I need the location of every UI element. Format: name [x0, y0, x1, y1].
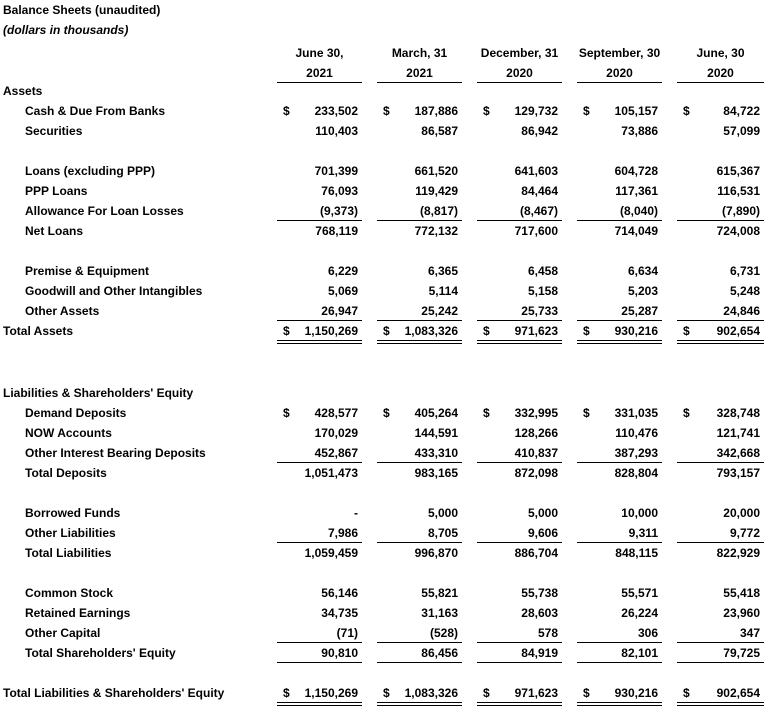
- cell-value: 10,000: [621, 506, 658, 520]
- row-label: Cash & Due From Banks: [25, 104, 166, 118]
- cell-value: 578: [537, 626, 558, 640]
- currency-symbol: $: [583, 686, 590, 700]
- row-label: Allowance For Loan Losses: [25, 204, 184, 218]
- row-label: Common Stock: [25, 586, 114, 600]
- cell-value: 5,114: [428, 284, 458, 298]
- cell-value: 6,458: [527, 264, 558, 278]
- row-label: Retained Earnings: [25, 606, 131, 620]
- cell-value: 20,000: [723, 506, 760, 520]
- cell-value: 84,722: [723, 104, 760, 118]
- column-header-year: 2020: [606, 66, 633, 80]
- cell-value: 902,654: [716, 686, 760, 700]
- row-label: Total Shareholders' Equity: [25, 646, 176, 660]
- currency-symbol: $: [483, 104, 490, 118]
- column-header: [477, 43, 562, 83]
- cell-value: 84,919: [521, 646, 558, 660]
- table-row-total-liab: [0, 543, 764, 563]
- cell-value: 8,705: [427, 526, 458, 540]
- column-header-period: September, 30: [578, 46, 661, 60]
- cell-value: 661,520: [414, 164, 458, 178]
- cell-value: 306: [637, 626, 658, 640]
- cell-value: 76,093: [321, 184, 358, 198]
- currency-symbol: $: [383, 686, 390, 700]
- subtotal-underline: [377, 662, 462, 663]
- cell-value: 82,101: [621, 646, 658, 660]
- cell-value: 129,732: [514, 104, 558, 118]
- row-label: PPP Loans: [25, 184, 88, 198]
- cell-value: 6,731: [729, 264, 760, 278]
- cell-value: 5,000: [527, 506, 558, 520]
- cell-value: 793,157: [716, 466, 760, 480]
- currency-symbol: $: [383, 324, 390, 338]
- cell-value: 848,115: [615, 546, 658, 560]
- cell-value: 24,846: [723, 304, 760, 318]
- double-underline: [277, 340, 362, 344]
- cell-value: 822,929: [716, 546, 760, 560]
- cell-value: 25,733: [521, 304, 558, 318]
- column-header-period: June, 30: [696, 46, 745, 60]
- cell-value: 701,399: [314, 164, 358, 178]
- cell-value: 1,150,269: [304, 686, 358, 700]
- cell-value: 90,810: [321, 646, 358, 660]
- cell-value: 332,995: [514, 406, 558, 420]
- table-row-common: [0, 583, 764, 603]
- column-header-period: March, 31: [391, 46, 448, 60]
- cell-value: 28,603: [521, 606, 558, 620]
- row-label: Net Loans: [25, 224, 84, 238]
- cell-value: 1,051,473: [304, 466, 358, 480]
- cell-value: 9,311: [628, 526, 658, 540]
- cell-value: 1,150,269: [304, 324, 358, 338]
- currency-symbol: $: [683, 324, 690, 338]
- cell-value: 187,886: [414, 104, 458, 118]
- cell-value: 5,203: [627, 284, 658, 298]
- currency-symbol: $: [283, 686, 290, 700]
- cell-value: 5,248: [729, 284, 760, 298]
- column-header-period: December, 31: [480, 46, 559, 60]
- currency-symbol: $: [583, 104, 590, 118]
- double-underline: [577, 702, 662, 706]
- currency-symbol: $: [283, 104, 290, 118]
- table-row-other-cap: [0, 623, 764, 643]
- column-header: [577, 43, 662, 83]
- table-row-loans: [0, 161, 764, 181]
- column-header-year: 2020: [707, 66, 734, 80]
- cell-value: 902,654: [716, 324, 760, 338]
- table-row-other-ib: [0, 443, 764, 463]
- cell-value: 6,365: [427, 264, 458, 278]
- double-underline: [577, 340, 662, 344]
- table-row-other-assets: [0, 301, 764, 321]
- double-underline: [677, 340, 764, 344]
- currency-symbol: $: [583, 324, 590, 338]
- double-underline: [277, 702, 362, 706]
- cell-value: 57,099: [723, 124, 760, 138]
- table-row-ppp: [0, 181, 764, 201]
- cell-value: 110,476: [615, 426, 658, 440]
- cell-value: 1,083,326: [404, 324, 458, 338]
- row-label: Goodwill and Other Intangibles: [25, 284, 203, 298]
- cell-value: (7,890): [721, 204, 760, 218]
- cell-value: 116,531: [717, 184, 760, 198]
- cell-value: 714,049: [614, 224, 658, 238]
- double-underline: [477, 340, 562, 344]
- cell-value: 73,886: [621, 124, 658, 138]
- row-label: Total Liabilities: [25, 546, 112, 560]
- cell-value: 433,310: [414, 446, 458, 460]
- currency-symbol: $: [383, 406, 390, 420]
- cell-value: (8,467): [519, 204, 558, 218]
- row-label: NOW Accounts: [25, 426, 112, 440]
- cell-value: 86,587: [421, 124, 458, 138]
- cell-value: 872,098: [514, 466, 558, 480]
- subtotal-underline: [677, 662, 764, 663]
- column-header-year: 2021: [306, 66, 333, 80]
- table-row-total-assets: [0, 321, 764, 341]
- double-underline: [377, 702, 462, 706]
- cell-value: 55,821: [421, 586, 458, 600]
- column-header-period: June 30,: [295, 46, 344, 60]
- row-label: Other Interest Bearing Deposits: [25, 446, 206, 460]
- cell-value: 31,163: [421, 606, 458, 620]
- currency-symbol: $: [383, 104, 390, 118]
- column-header: [377, 43, 462, 83]
- cell-value: (71): [336, 626, 358, 640]
- cell-value: 405,264: [414, 406, 458, 420]
- cell-value: 170,029: [314, 426, 358, 440]
- cell-value: 55,571: [621, 586, 658, 600]
- currency-symbol: $: [483, 686, 490, 700]
- table-row-now: [0, 423, 764, 443]
- cell-value: 6,229: [327, 264, 358, 278]
- cell-value: 971,623: [514, 686, 558, 700]
- cell-value: 34,735: [321, 606, 358, 620]
- column-header: [277, 43, 362, 83]
- row-label: Total Liabilities & Shareholders' Equity: [3, 686, 225, 700]
- currency-symbol: $: [583, 406, 590, 420]
- table-row-securities: [0, 121, 764, 141]
- currency-symbol: $: [483, 406, 490, 420]
- statement-subtitle: (dollars in thousands): [3, 23, 129, 37]
- cell-value: 79,725: [723, 646, 760, 660]
- cell-value: 9,606: [527, 526, 558, 540]
- cell-value: 983,165: [414, 466, 458, 480]
- currency-symbol: $: [683, 686, 690, 700]
- cell-value: (9,373): [319, 204, 358, 218]
- cell-value: 9,772: [729, 526, 760, 540]
- cell-value: 615,367: [716, 164, 760, 178]
- double-underline: [677, 702, 764, 706]
- cell-value: 55,418: [723, 586, 760, 600]
- cell-value: 387,293: [614, 446, 658, 460]
- table-row-other-liab: [0, 523, 764, 543]
- cell-value: (8,040): [619, 204, 658, 218]
- cell-value: 428,577: [314, 406, 358, 420]
- cell-value: 25,242: [421, 304, 458, 318]
- cell-value: 26,224: [621, 606, 658, 620]
- cell-value: (8,817): [419, 204, 458, 218]
- cell-value: 342,668: [716, 446, 760, 460]
- cell-value: 930,216: [614, 324, 658, 338]
- cell-value: 26,947: [321, 304, 358, 318]
- table-row-total-deposits: [0, 463, 764, 483]
- table-row-total-le: [0, 683, 764, 703]
- row-label: Other Assets: [25, 304, 100, 318]
- cell-value: 84,464: [521, 184, 558, 198]
- cell-value: 604,728: [614, 164, 658, 178]
- row-label: Loans (excluding PPP): [25, 164, 156, 178]
- row-label: Premise & Equipment: [25, 264, 150, 278]
- cell-value: 768,119: [315, 224, 358, 238]
- section-header-row: [0, 81, 764, 101]
- cell-value: 996,870: [414, 546, 458, 560]
- cell-value: 86,456: [421, 646, 458, 660]
- cell-value: 331,035: [614, 406, 658, 420]
- section-header: Assets: [3, 84, 43, 98]
- cell-value: 724,008: [716, 224, 760, 238]
- cell-value: 717,600: [514, 224, 558, 238]
- table-row-total-equity: [0, 643, 764, 663]
- cell-value: 110,403: [315, 124, 358, 138]
- row-label: Other Capital: [25, 626, 101, 640]
- currency-symbol: $: [483, 324, 490, 338]
- cell-value: 930,216: [614, 686, 658, 700]
- cell-value: 25,287: [621, 304, 658, 318]
- table-row-premise: [0, 261, 764, 281]
- cell-value: 1,059,459: [304, 546, 358, 560]
- row-label: Total Deposits: [25, 466, 107, 480]
- currency-symbol: $: [283, 406, 290, 420]
- cell-value: 23,960: [723, 606, 760, 620]
- row-label: Other Liabilities: [25, 526, 116, 540]
- currency-symbol: $: [683, 406, 690, 420]
- subtotal-underline: [477, 662, 562, 663]
- cell-value: 144,591: [414, 426, 458, 440]
- cell-value: 410,837: [514, 446, 558, 460]
- table-row-goodwill: [0, 281, 764, 301]
- cell-value: 772,132: [414, 224, 458, 238]
- double-underline: [477, 702, 562, 706]
- cell-value: 1,083,326: [404, 686, 458, 700]
- row-label: Securities: [25, 124, 83, 138]
- cell-value: 55,738: [521, 586, 558, 600]
- cell-value: 7,986: [327, 526, 358, 540]
- column-header: [677, 43, 764, 83]
- cell-value: 5,158: [527, 284, 558, 298]
- section-header: Liabilities & Shareholders' Equity: [3, 386, 194, 400]
- cell-value: 886,704: [514, 546, 558, 560]
- row-label: Borrowed Funds: [25, 506, 121, 520]
- subtotal-underline: [277, 662, 362, 663]
- cell-value: 828,804: [614, 466, 658, 480]
- row-label: Demand Deposits: [25, 406, 127, 420]
- table-row-cash: [0, 101, 764, 121]
- section-header-row: [0, 383, 764, 403]
- table-row-retained: [0, 603, 764, 623]
- cell-value: 347: [739, 626, 760, 640]
- table-row-net-loans: [0, 221, 764, 241]
- row-label: Total Assets: [3, 324, 74, 338]
- double-underline: [377, 340, 462, 344]
- currency-symbol: $: [283, 324, 290, 338]
- cell-value: 233,502: [314, 104, 358, 118]
- cell-value: 641,603: [514, 164, 558, 178]
- table-row-allowance: [0, 201, 764, 221]
- statement-title: Balance Sheets (unaudited): [3, 3, 161, 17]
- cell-value: 5,069: [327, 284, 358, 298]
- cell-value: (528): [429, 626, 458, 640]
- cell-value: 56,146: [321, 586, 358, 600]
- column-header-year: 2020: [506, 66, 533, 80]
- cell-value: 971,623: [514, 324, 558, 338]
- cell-value: 117,361: [615, 184, 658, 198]
- cell-value: 128,266: [514, 426, 558, 440]
- cell-value: 5,000: [427, 506, 458, 520]
- table-row-demand: [0, 403, 764, 423]
- table-row-borrowed: [0, 503, 764, 523]
- subtotal-underline: [577, 662, 662, 663]
- cell-value: 105,157: [614, 104, 658, 118]
- cell-value: 328,748: [716, 406, 760, 420]
- cell-value: 86,942: [521, 124, 558, 138]
- cell-value: 452,867: [314, 446, 358, 460]
- currency-symbol: $: [683, 104, 690, 118]
- cell-value: 6,634: [627, 264, 658, 278]
- cell-value: 121,741: [716, 426, 760, 440]
- column-header-year: 2021: [406, 66, 433, 80]
- cell-value: -: [354, 506, 358, 520]
- cell-value: 119,429: [415, 184, 458, 198]
